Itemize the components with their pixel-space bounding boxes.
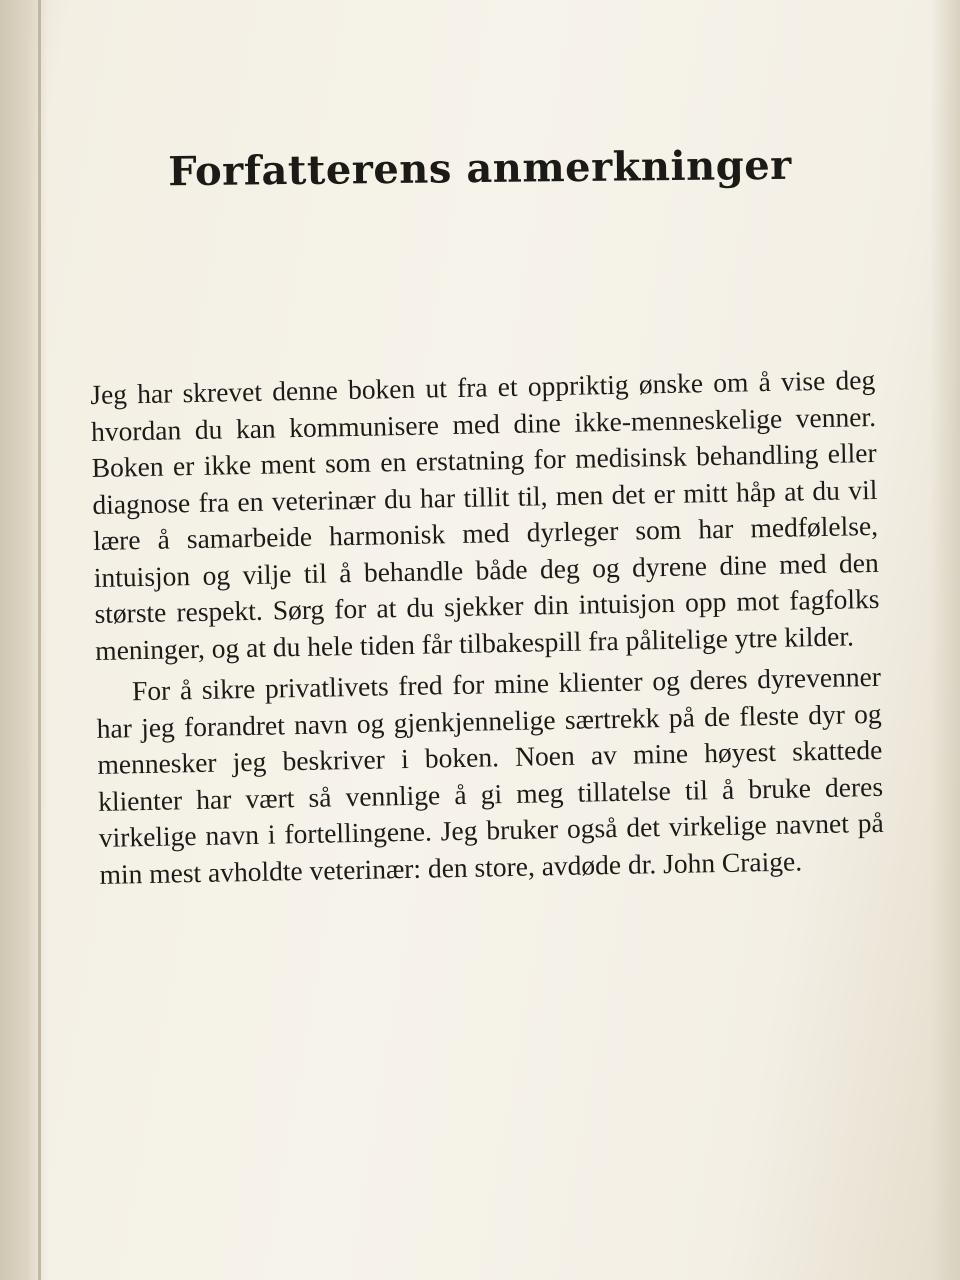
paragraph-2: For å sikre privatlivets fred for mine klienter og deres dyrevenner har jeg forandret navn og gjenkjennelige særtrekk på de fleste dyr og mennesker jeg beskriver i boken. Noen av mine høyest skattede klienter har vært så vennlige å gi meg tillatelse til å bruke deres virkelige navn i fortellingene. Jeg bruker også det virkelige navnet på min mest avholdte veterinær: den store, avdøde dr. John Craige. <box>96 660 884 890</box>
body-text <box>90 362 885 893</box>
paragraph-1: Jeg har skrevet denne boken ut fra et oppriktig ønske om å vise deg hvordan du kan kommunisere med dine ikke-menneskelige venner. Boken er ikke ment som en erstatning for medisinsk behandling eller diagnose fra en veterinær du har tillit til, men det er mitt håp at du vil lære å samarbeide harmonisk med dyrleger som har medfølelse, intuisjon og vilje til å behandle både deg og dyrene dine med den største respekt. Sørg for at du sjekker din intuisjon opp mot fagfolks meninger, og at du hele tiden får tilbakespill fra pålitelige ytre kilder. <box>90 363 880 666</box>
chapter-title: Forfatterens anmerkninger <box>168 141 792 196</box>
page-edge-shadow <box>930 0 960 1280</box>
